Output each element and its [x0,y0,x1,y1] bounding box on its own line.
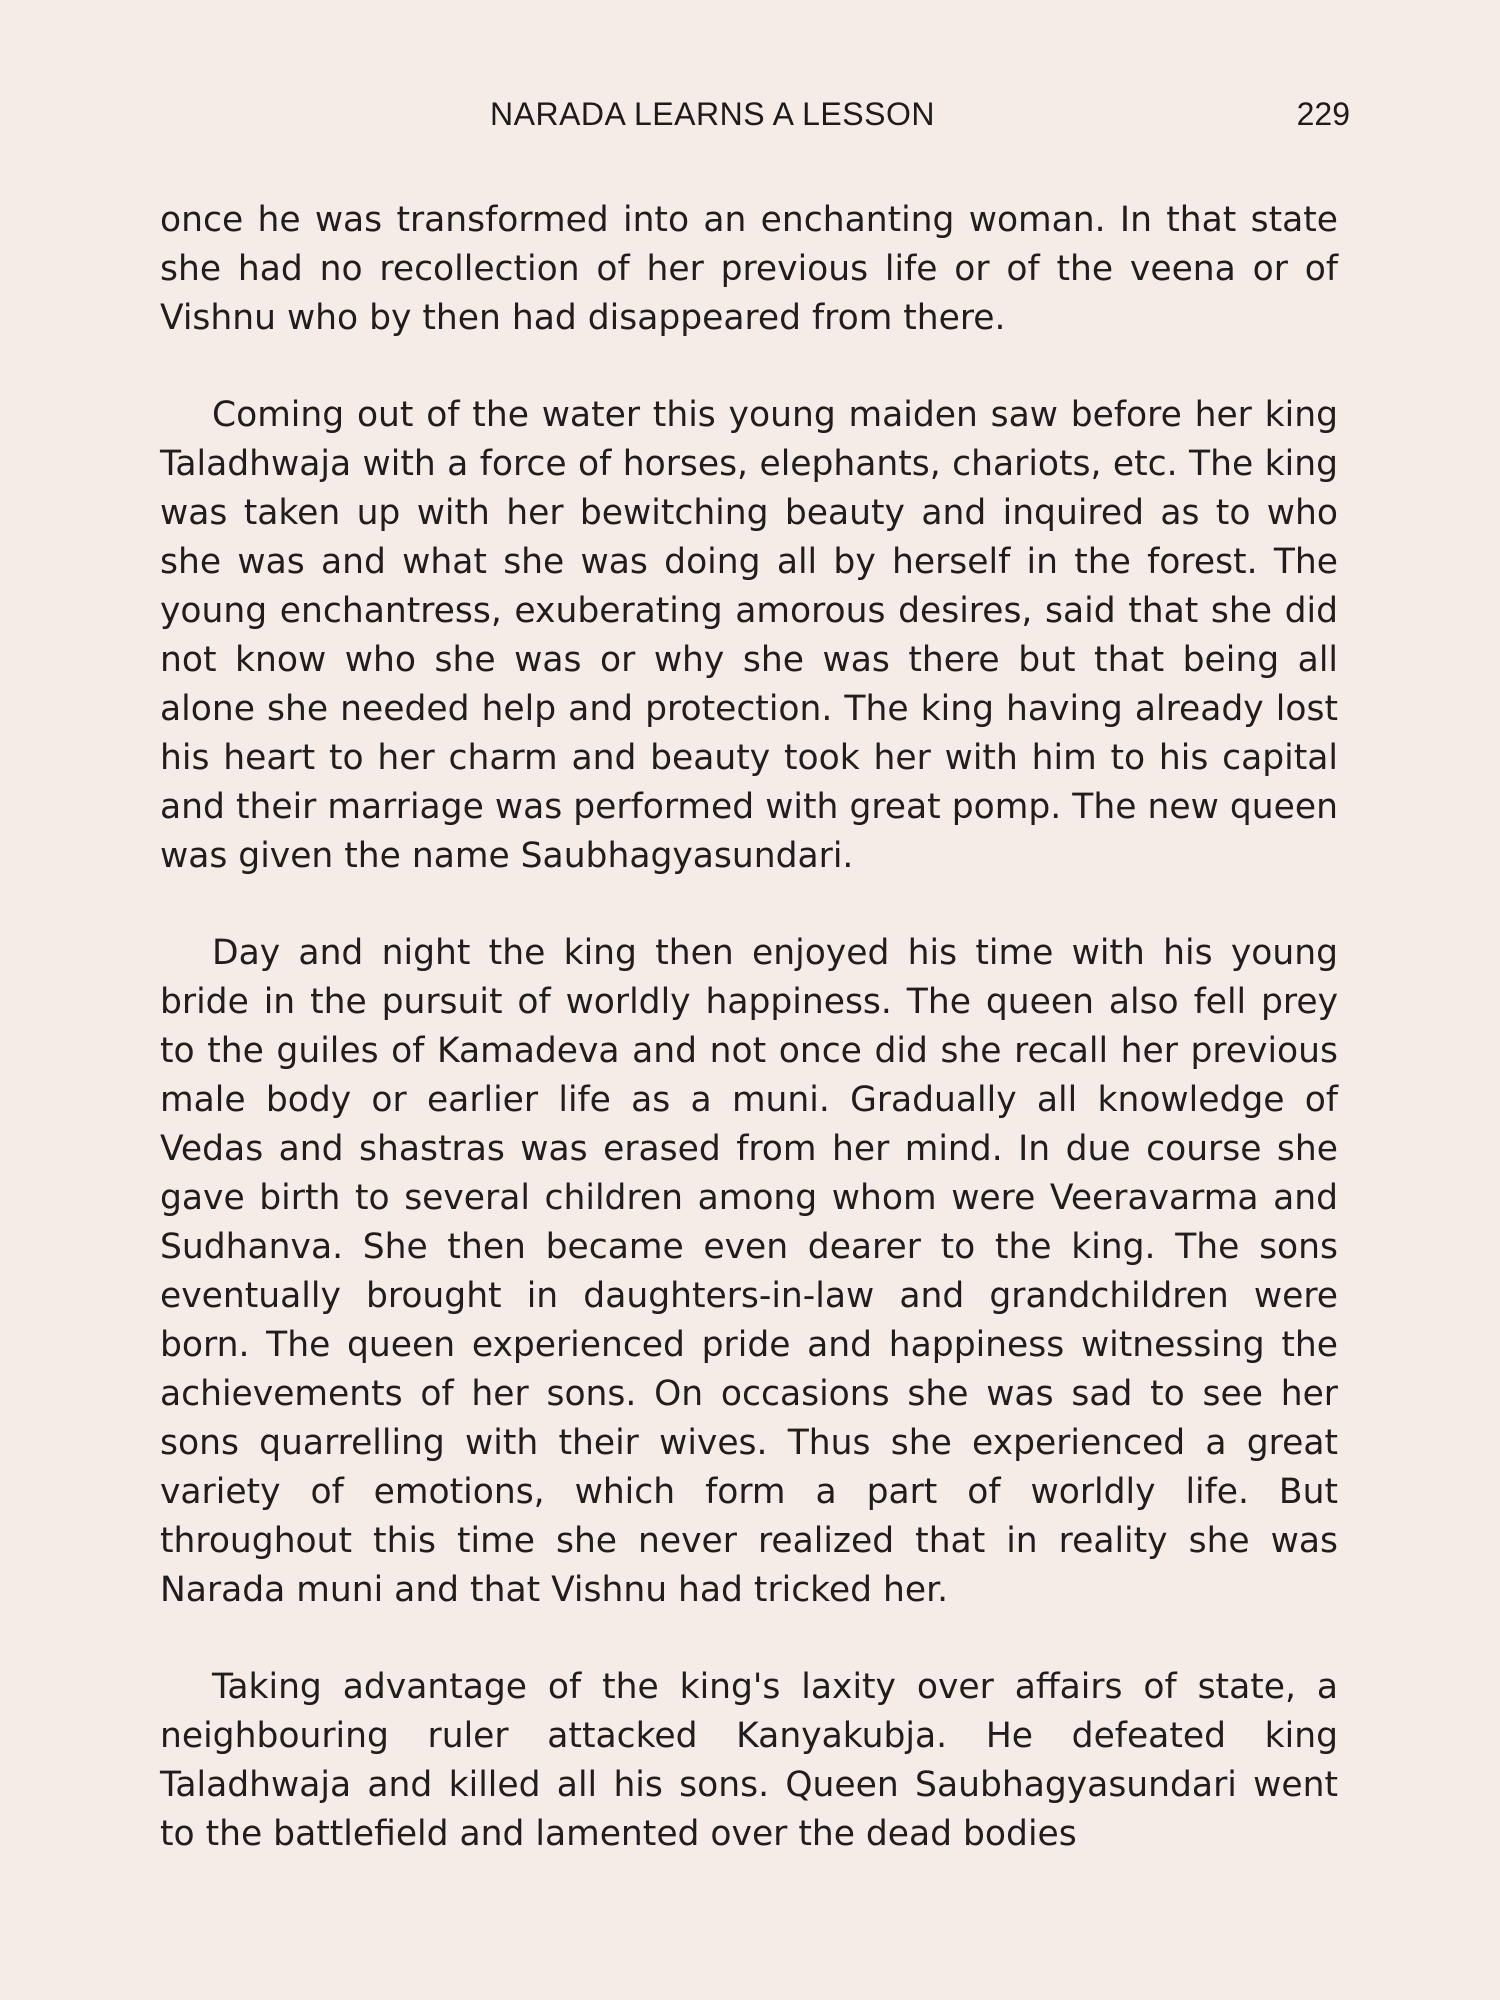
page-header [160,96,1350,146]
paragraph-continued: once he was transformed into an enchanting woman. In that state she had no recollection of her previous life or of the veena or of Vishnu who by then had disappeared from there. [160,200,1338,338]
paragraph: Taking advantage of the king's laxity over affairs of state, a neighbouring ruler attacked Kanyakubja. He defeated king Taladhwaja and killed all his sons. Queen Saubhagyasundari went to the battlefield and lamented over the dead bodies [160,1667,1338,1854]
paragraph: Coming out of the water this young maiden saw before her king Taladhwaja with a force of horses, elephants, chariots, etc. The king was taken up with her bewitching beauty and inquired as to who she was and what she was doing all by herself in the forest. The young enchantress, exuberating amorous desires, said that she did not know who she was or why she was there but that being all alone she needed help and protection. The king having already lost his heart to her charm and beauty took her with him to his capital and their marriage was performed with great pomp. The new queen was given the name Saubhagyasundari. [160,395,1338,876]
page-number: 229 [1296,96,1350,132]
body-text [160,196,1338,1859]
paragraph: Day and night the king then enjoyed his time with his young bride in the pursuit of worldly happiness. The queen also fell prey to the guiles of Kamadeva and not once did she recall her previous male body or earlier life as a muni. Gradually all knowledge of Vedas and shastras was erased from her mind. In due course she gave birth to several children among whom were Veeravarma and Sudhanva. She then became even dearer to the king. The sons eventually brought in daughters-in-law and grandchildren were born. The queen experienced pride and happiness witnessing the achievements of her sons. On occasions she was sad to see her sons quarrelling with their wives. Thus she experienced a great variety of emotions, which form a part of worldly life. But throughout this time she never realized that in reality she was Narada muni and that Vishnu had tricked her. [160,933,1338,1610]
running-title: NARADA LEARNS A LESSON [490,96,935,132]
